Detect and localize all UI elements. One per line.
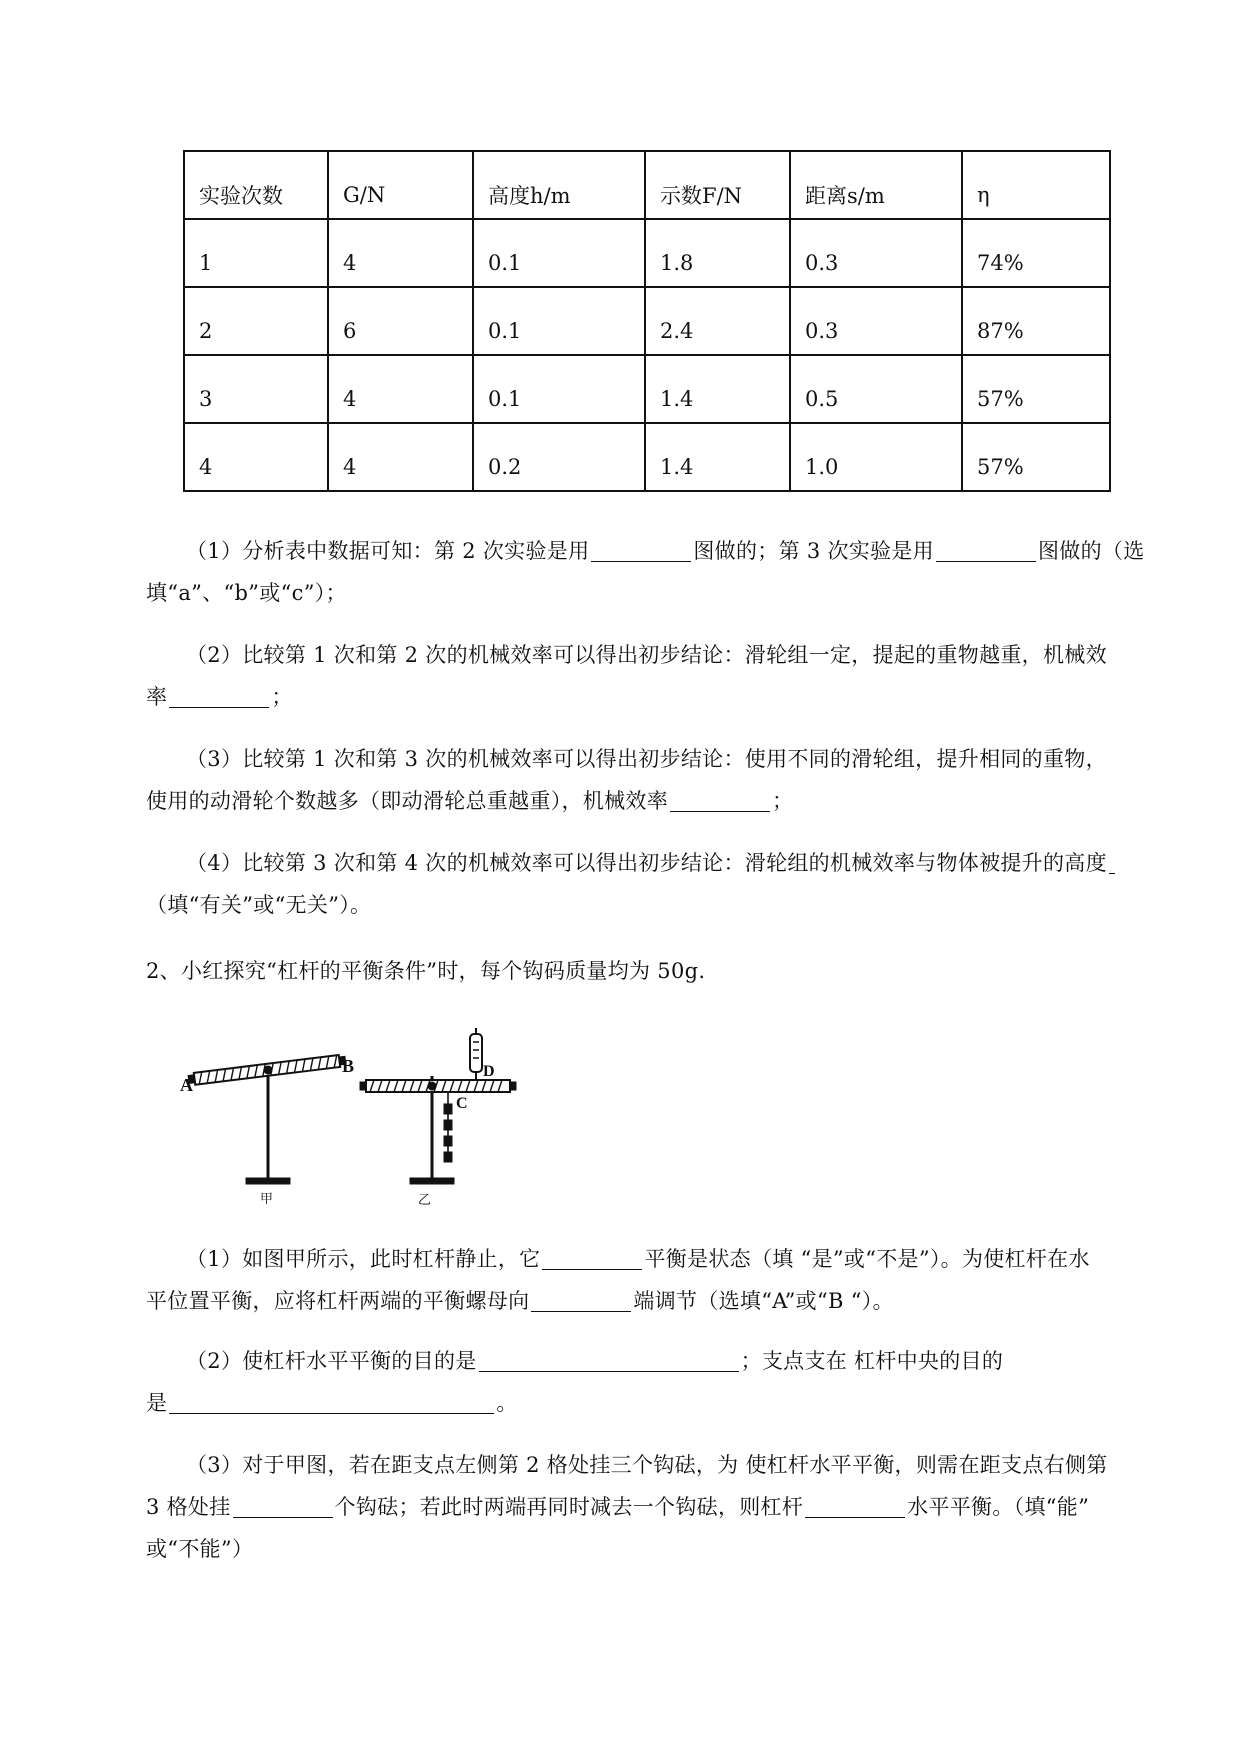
text: （1）如图甲所示，此时杠杆静止，它: [186, 1247, 541, 1271]
q2-part1: [146, 1238, 1151, 1322]
table-cell: 57%: [962, 423, 1110, 491]
text: 是: [146, 1391, 168, 1415]
answer-blank[interactable]: [233, 1495, 333, 1518]
text: 个钩砝；若此时两端再同时减去一个钩砝，则杠杆: [334, 1495, 804, 1519]
text: 填“a”、“b”或“c”）；: [146, 581, 347, 605]
text: ；: [271, 685, 293, 709]
text: ；: [772, 789, 794, 813]
answer-blank[interactable]: [670, 789, 770, 812]
q1-part4: [146, 842, 1151, 926]
table-header-cell: 实验次数: [184, 151, 328, 219]
text: （3）对于甲图，若在距支点左侧第 2 格处挂三个钩砝，为 使杠杆水平平衡，则需在距支点右侧第: [186, 1453, 1108, 1477]
hook-weight: [444, 1104, 452, 1114]
table-row: [184, 423, 1110, 491]
table-cell: 4: [328, 219, 473, 287]
text: 2、小红探究“杠杆的平衡条件”时，每个钩码质量均为 50g.: [146, 959, 706, 983]
text: 3 格处挂: [146, 1495, 231, 1519]
table-cell: 87%: [962, 287, 1110, 355]
label-a: A: [180, 1075, 193, 1095]
lever-figure: [180, 1028, 520, 1208]
text: （3）比较第 1 次和第 3 次的机械效率可以得出初步结论：使用不同的滑轮组，提升相同的重物，: [186, 747, 1107, 771]
table-cell: 0.2: [473, 423, 645, 491]
label-d: D: [483, 1063, 495, 1080]
text: 使用的动滑轮个数越多（即动滑轮总重越重），机械效率: [146, 789, 668, 813]
text: 水平平衡。（填“能”: [907, 1495, 1090, 1519]
table-cell: 0.1: [473, 287, 645, 355]
stand-base: [246, 1178, 290, 1184]
table-cell: 0.1: [473, 219, 645, 287]
text: 图做的（选: [1038, 539, 1145, 563]
answer-blank[interactable]: [479, 1349, 739, 1372]
text: （4）比较第 3 次和第 4 次的机械效率可以得出初步结论：滑轮组的机械效率与物体被提升的高度: [186, 851, 1107, 875]
caption-right: 乙: [418, 1193, 432, 1208]
table-cell: 4: [328, 355, 473, 423]
table-header-cell: 距离s/m: [790, 151, 962, 219]
table-cell: 74%: [962, 219, 1110, 287]
text: 或“不能”）: [146, 1537, 254, 1561]
text: 端调节（选填“A”或“B “）。: [633, 1289, 894, 1313]
table-cell: 57%: [962, 355, 1110, 423]
table-row: [184, 287, 1110, 355]
table-cell: 1.4: [645, 355, 790, 423]
lever-figure-left: [188, 1054, 346, 1184]
table-row: [184, 355, 1110, 423]
q2-part3: [146, 1444, 1151, 1570]
q2-part2: [146, 1340, 1151, 1424]
hook-weight: [444, 1120, 452, 1130]
answer-blank[interactable]: [1109, 851, 1115, 874]
answer-blank[interactable]: [169, 685, 269, 708]
q2-title: [146, 950, 1151, 992]
spring-scale: [470, 1034, 482, 1072]
text: （2）使杠杆水平平衡的目的是: [186, 1349, 477, 1373]
q1-part1: [146, 530, 1151, 614]
hook-weight: [444, 1136, 452, 1146]
table-header-cell: 示数F/N: [645, 151, 790, 219]
text: 。: [496, 1391, 518, 1415]
text: ；支点支在 杠杆中央的目的: [740, 1349, 1004, 1373]
table-cell: 1.8: [645, 219, 790, 287]
table-cell: 1: [184, 219, 328, 287]
pivot: [428, 1082, 436, 1090]
table-header-cell: 高度h/m: [473, 151, 645, 219]
q1-part2: [146, 634, 1151, 718]
text: 平位置平衡，应将杠杆两端的平衡螺母向: [146, 1289, 530, 1313]
stand-base: [410, 1178, 454, 1184]
table-header-cell: G/N: [328, 151, 473, 219]
table-cell: 0.5: [790, 355, 962, 423]
answer-blank[interactable]: [936, 539, 1036, 562]
table-cell: 1.4: [645, 423, 790, 491]
table-cell: 0.3: [790, 219, 962, 287]
text: 图做的；第 3 次实验是用: [693, 539, 934, 563]
table-header-cell: η: [962, 151, 1110, 219]
text: （1）分析表中数据可知：第 2 次实验是用: [186, 539, 590, 563]
text: （2）比较第 1 次和第 2 次的机械效率可以得出初步结论：滑轮组一定，提起的重物越重，机械效: [186, 643, 1107, 667]
table-cell: 1.0: [790, 423, 962, 491]
label-c: C: [456, 1095, 468, 1112]
text: 率: [146, 685, 168, 709]
answer-blank[interactable]: [531, 1289, 631, 1312]
table-row: [184, 219, 1110, 287]
experiment-table: [183, 150, 1111, 492]
answer-blank[interactable]: [169, 1391, 494, 1414]
answer-blank[interactable]: [591, 539, 691, 562]
table-cell: 6: [328, 287, 473, 355]
table-cell: 4: [184, 423, 328, 491]
table-cell: 3: [184, 355, 328, 423]
label-b: B: [342, 1056, 355, 1076]
table-cell: 0.1: [473, 355, 645, 423]
table-cell: 2.4: [645, 287, 790, 355]
answer-blank[interactable]: [542, 1247, 642, 1270]
text: （填“有关”或“无关”）。: [146, 893, 372, 917]
q1-part3: [146, 738, 1151, 822]
table-cell: 4: [328, 423, 473, 491]
answer-blank[interactable]: [805, 1495, 905, 1518]
hook-weight: [444, 1152, 452, 1162]
caption-left: 甲: [260, 1192, 274, 1207]
table-cell: 0.3: [790, 287, 962, 355]
table-header-row: [184, 151, 1110, 219]
text: 平衡是状态（填 “是”或“不是”）。为使杠杆在水: [644, 1247, 1090, 1271]
lever-figure-right: [360, 1028, 516, 1184]
table-cell: 2: [184, 287, 328, 355]
pivot: [264, 1066, 272, 1074]
